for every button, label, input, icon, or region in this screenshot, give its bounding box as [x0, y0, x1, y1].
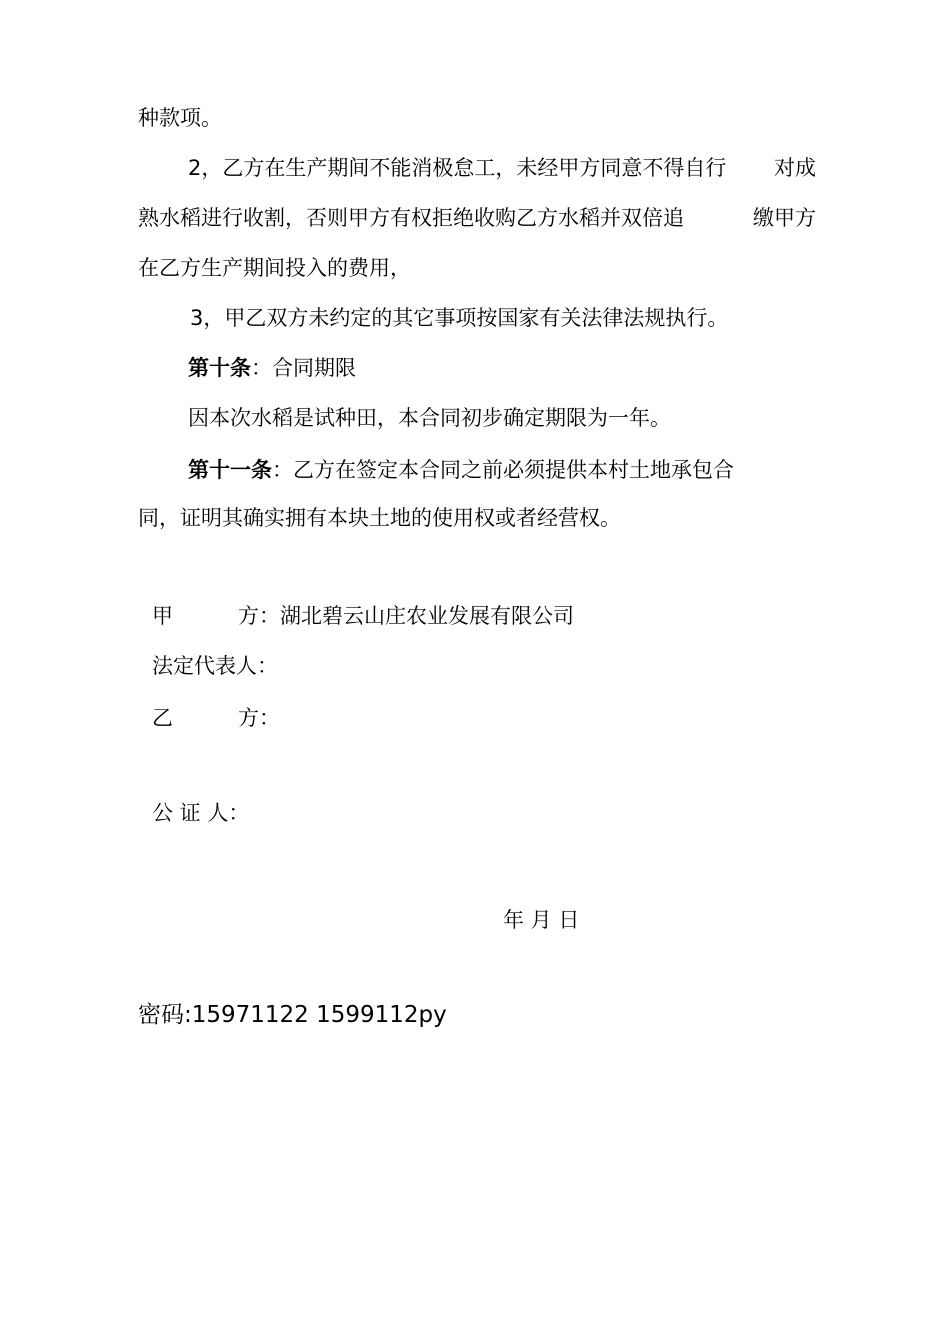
clause-2-text-1a: 2，乙方在生产期间不能消极怠工，未经甲方同意不得自行: [188, 156, 727, 180]
clause-2-line-3: 在乙方生产期间投入的费用，: [138, 256, 411, 280]
article-11-line-2: 同，证明其确实拥有本块土地的使用权或者经营权。: [138, 506, 621, 530]
continued-text: 种款项。: [138, 106, 222, 130]
party-b-label-2: 方：: [238, 706, 280, 730]
clause-3: 3，甲乙双方未约定的其它事项按国家有关法律法规执行。: [190, 306, 729, 330]
article-10-title: ：合同期限: [251, 356, 356, 380]
article-11-line-1: [188, 455, 816, 485]
clause-2-text-1b: 对成: [774, 156, 816, 180]
clause-2-text-2b: 缴甲方: [753, 206, 816, 230]
party-a-line: [152, 601, 574, 631]
article-11-line-1-wrap: [188, 455, 734, 485]
article-10-heading: 第十条: [188, 356, 251, 380]
article-10-heading-line: [188, 353, 356, 383]
party-b-label-1: 乙: [152, 706, 173, 730]
clause-2-line-1: [188, 153, 816, 183]
date-line: 年 月 日: [503, 908, 580, 932]
clause-2-line-2: [138, 203, 816, 233]
legal-representative: 法定代表人：: [152, 654, 278, 678]
article-11-heading: 第十一条: [188, 458, 272, 482]
party-a-value: 湖北碧云山庄农业发展有限公司: [280, 604, 574, 628]
notary-line: 公 证 人：: [152, 801, 250, 825]
article-11-text-1: ：乙方在签定本合同之前必须提供本村土地承包合: [272, 458, 734, 482]
password-line: 密码:15971122 1599112py: [138, 1002, 447, 1028]
clause-2-text-2a: 熟水稻进行收割，否则甲方有权拒绝收购乙方水稻并双倍追: [138, 206, 684, 230]
party-a-label-1: 甲: [152, 604, 173, 628]
article-10-body: 因本次水稻是试种田，本合同初步确定期限为一年。: [188, 406, 671, 430]
party-b-line: [152, 703, 280, 733]
party-a-label-2: 方：: [238, 604, 280, 628]
